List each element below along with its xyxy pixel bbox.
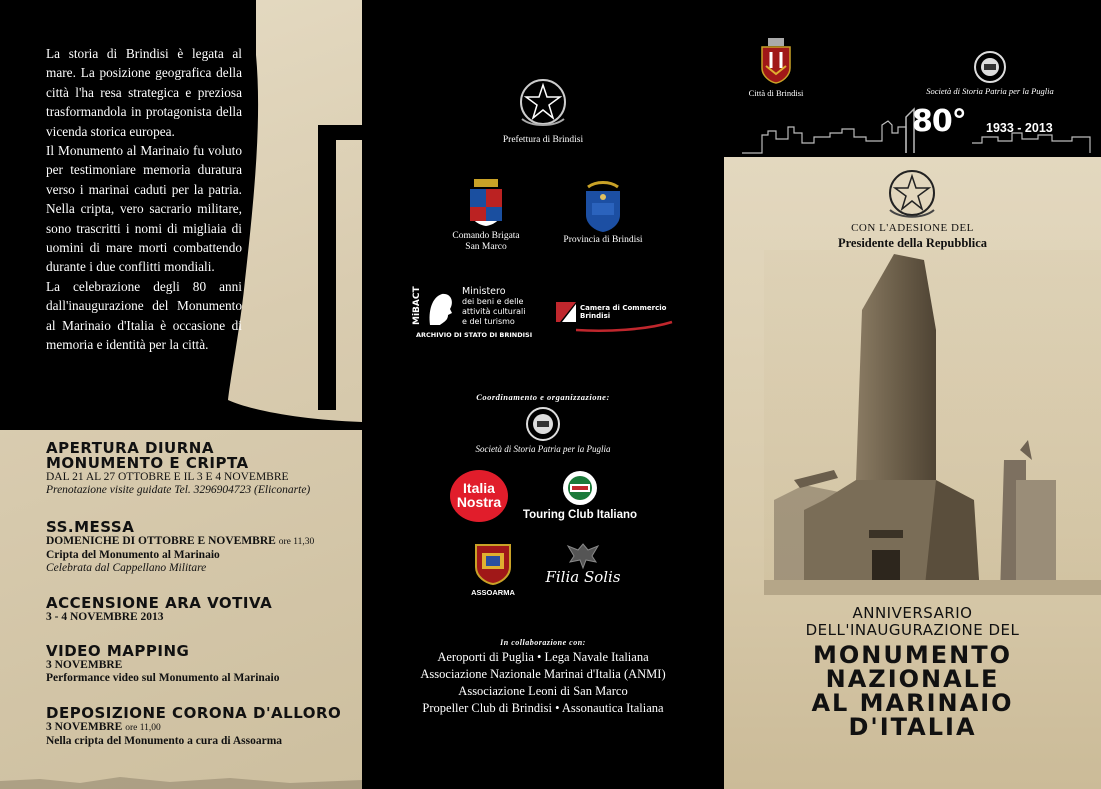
camera-commercio-icon: [556, 300, 578, 324]
title-nazionale: NAZIONALE: [825, 665, 1000, 693]
assoarma-shield-icon: [474, 541, 512, 585]
intro-paragraph-1: La storia di Brindisi è legata al mare. La posizione geografica della città l'ha resa strategica e preziosa trasformandola in protagonista della vicenda storica europea.: [46, 46, 242, 139]
event-date: 3 - 4 NOVEMBRE 2013: [46, 611, 164, 623]
citta-label: Città di Brindisi: [748, 88, 804, 98]
event-title: APERTURA DIURNA: [46, 439, 214, 457]
event-date: 3 NOVEMBRE: [46, 659, 123, 671]
collab-lega-navale: Lega Navale Italiana: [544, 650, 649, 664]
intro-paragraph-3: La celebrazione degli 80 anni dall'inaugurazione del Monumento al Marinaio d'Italia è occasione di memoria e identità per la città.: [46, 278, 242, 353]
event-title: SS.MESSA: [46, 518, 135, 536]
collab-aeroporti: Aeroporti di Puglia: [437, 650, 534, 664]
provincia-label: Provincia di Brindisi: [563, 235, 643, 245]
societa-storia-logo: [910, 50, 1070, 97]
navy-coat-of-arms-icon: [466, 179, 506, 227]
event-title: VIDEO MAPPING: [46, 642, 190, 660]
brindisi-coat-of-arms-icon: [760, 38, 792, 84]
italia-nostra-logo: [450, 470, 508, 522]
italia-nostra-label-2: Nostra: [456, 494, 502, 510]
assoarma-label: ASSOARMA: [471, 588, 515, 597]
collab-anmi: Associazione Nazionale Marinai d'Italia (ANMI): [420, 667, 666, 681]
societa-logo: [473, 406, 613, 455]
comando-label-2: San Marco: [465, 242, 507, 252]
event-messa: [46, 520, 356, 575]
citta-brindisi-logo: [746, 38, 806, 99]
monument-photo: [764, 250, 1101, 595]
event-apertura: [46, 441, 356, 497]
mibact-line-1: Ministero: [462, 286, 506, 297]
comando-logo: [450, 179, 522, 253]
event-date: DAL 21 AL 27 OTTOBRE E IL 3 E 4 NOVEMBRE: [46, 471, 289, 483]
assoarma-logo: [462, 541, 524, 598]
anniversary-80-label: 80°: [912, 104, 966, 139]
collaborazione-title: In collaborazione con:: [500, 638, 586, 647]
touring-logo: [520, 470, 640, 521]
event-video-mapping: [46, 644, 356, 685]
title-inaugurazione: DELL'INAUGURAZIONE DEL: [805, 621, 1020, 639]
camera-label-1: Camera di Commercio: [580, 304, 667, 312]
event-title-2: MONUMENTO E CRIPTA: [46, 454, 249, 472]
societa-label: Società di Storia Patria per la Puglia: [926, 86, 1054, 96]
mibact-logo: [412, 287, 542, 342]
event-description: Performance video sul Monumento al Marinaio: [46, 672, 280, 684]
provincia-logo: [558, 181, 648, 246]
right-panel: [724, 0, 1101, 789]
left-panel: [0, 0, 362, 789]
title-anniversario: ANNIVERSARIO: [852, 604, 973, 622]
intro-text: [46, 44, 242, 355]
societa-seal-icon: [973, 50, 1007, 84]
adesione-label: CON L'ADESIONE DEL: [851, 222, 974, 234]
event-corona: [46, 706, 356, 748]
archivio-label: ARCHIVIO DI STATO DI BRINDISI: [416, 331, 533, 339]
event-title: ACCENSIONE ARA VOTIVA: [46, 594, 273, 612]
event-note: Prenotazione visite guidate Tel. 3296904723 (Eliconarte): [46, 484, 311, 496]
event-place: Cripta del Monumento al Marinaio: [46, 549, 220, 561]
event-ara-votiva: [46, 596, 356, 624]
event-time: ore 11,30: [278, 537, 315, 547]
societa-seal-icon: [525, 406, 561, 442]
collaborazione-section: In collaborazione con: Aeroporti di Puglia • Lega Navale Italiana Associazione Nazionale Marinai d'Italia (ANMI) Associazione Leoni di San Marco Propeller Club di Brindisi • Assonautica Italiana: [362, 638, 724, 717]
anniversary-years: 1933 - 2013: [986, 121, 1053, 135]
intro-paragraph-2: Il Monumento al Marinaio fu voluto per testimoniare memoria duratura verso i marinai caduti per la patria. Nella cripta, vero sacrario militare, sono trascritti i nomi di migliaia di uomini di mare morti combattendo durante i due conflitti mondiali.: [46, 143, 242, 275]
republic-emblem-icon: [884, 165, 940, 221]
touring-club-icon: [562, 470, 598, 506]
ground-silhouette: [0, 765, 362, 789]
mibact-line-3: attività culturali: [462, 307, 526, 316]
eagle-icon: [566, 540, 600, 570]
presidente-label: Presidente della Repubblica: [837, 236, 988, 250]
mibact-side-label: MiBACT: [412, 286, 422, 325]
middle-panel: [362, 0, 724, 789]
filia-solis-label: Filia Solis: [545, 568, 621, 586]
event-time: ore 11,00: [125, 723, 161, 733]
touring-label: Touring Club Italiano: [522, 509, 638, 521]
italia-nostra-label-1: Italia: [463, 480, 495, 496]
provincia-coat-of-arms-icon: [582, 181, 624, 233]
collab-propeller: Propeller Club di Brindisi: [422, 701, 552, 715]
collab-leoni: Associazione Leoni di San Marco: [458, 684, 628, 698]
mibact-head-icon: [426, 291, 456, 327]
camera-label-2: Brindisi: [580, 312, 611, 320]
societa-label: Società di Storia Patria per la Puglia: [475, 444, 611, 454]
camera-swoosh: [576, 320, 676, 332]
event-title: DEPOSIZIONE CORONA D'ALLORO: [46, 704, 342, 722]
prefettura-label: Prefettura di Brindisi: [502, 135, 584, 145]
camera-commercio-logo: [556, 298, 676, 334]
coordinamento-title: Coordinamento e organizzazione:: [476, 392, 610, 402]
title-monumento: MONUMENTO: [813, 641, 1012, 669]
title-al-marinaio: AL MARINAIO: [811, 689, 1014, 717]
prefettura-logo: [493, 75, 593, 146]
mibact-line-4: e del turismo: [462, 317, 515, 326]
event-description: Nella cripta del Monumento a cura di Assoarma: [46, 735, 283, 747]
event-date: 3 NOVEMBRE: [46, 721, 123, 733]
comando-label-1: Comando Brigata: [452, 231, 520, 241]
title-block: [724, 605, 1101, 739]
title-italia: D'ITALIA: [848, 713, 977, 741]
event-date: DOMENICHE DI OTTOBRE E NOVEMBRE: [46, 535, 276, 547]
republic-emblem-icon: [516, 75, 570, 129]
mibact-line-2: dei beni e delle: [462, 297, 524, 306]
collab-assonautica: Assonautica Italiana: [561, 701, 664, 715]
filia-solis-logo: [538, 540, 628, 586]
event-note: Celebrata dal Cappellano Militare: [46, 562, 207, 574]
